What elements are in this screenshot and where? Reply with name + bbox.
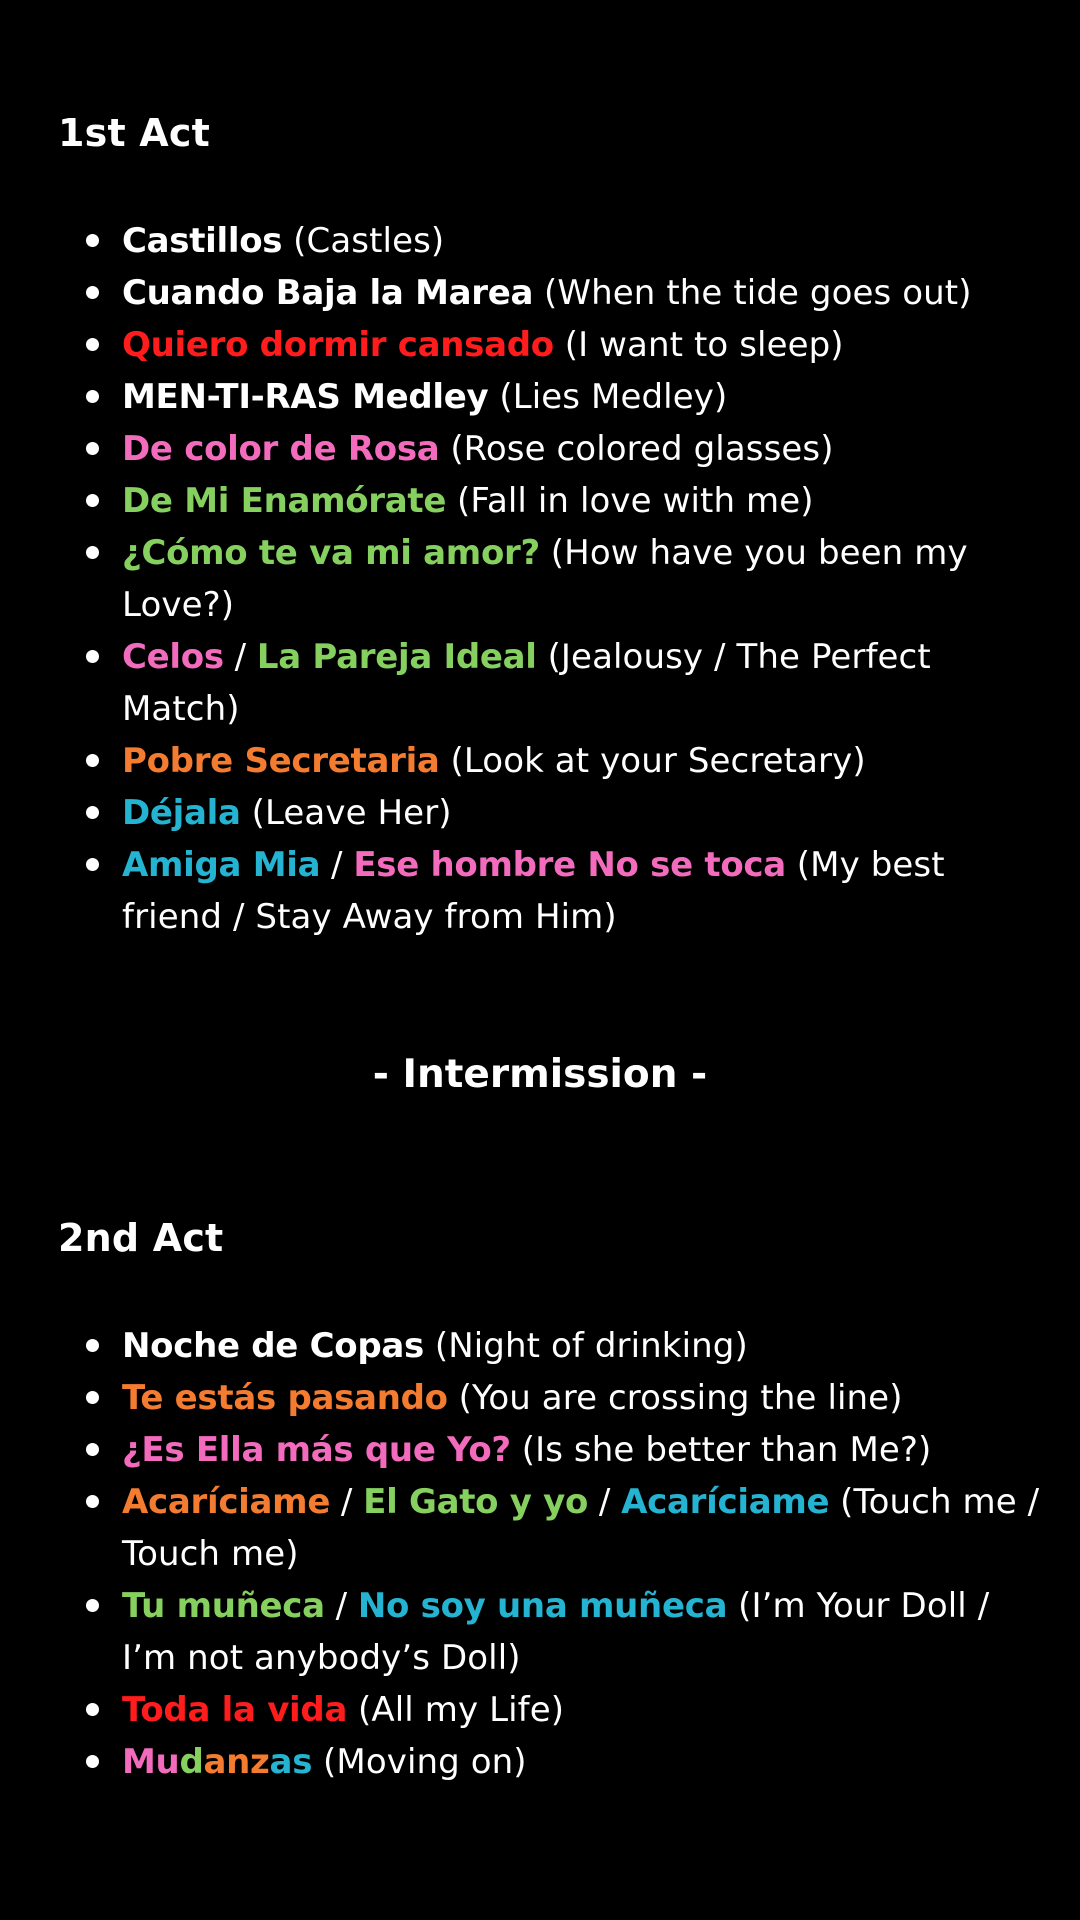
- intermission-label: - Intermission -: [372, 1052, 708, 1097]
- song-title: Castillos: [122, 221, 283, 261]
- song-title-part: d: [179, 1742, 204, 1782]
- bullet: [86, 1495, 99, 1508]
- song-item: [122, 1424, 1042, 1476]
- bullet: [86, 1339, 99, 1352]
- bullet: [86, 338, 99, 351]
- song-title: La Pareja Ideal: [256, 637, 537, 677]
- song-item: [122, 319, 1042, 371]
- song-title: De Mi Enamórate: [122, 481, 447, 521]
- bullet: [86, 286, 99, 299]
- bullet: [86, 1703, 99, 1716]
- act-1-song-list: [122, 215, 1042, 943]
- song-translation: (You are crossing the line): [447, 1378, 903, 1418]
- song-translation: (Leave Her): [240, 793, 452, 833]
- song-title-part: Mu: [122, 1742, 180, 1782]
- song-translation: (How have you been my Love?): [122, 533, 968, 625]
- title-separator: /: [324, 1586, 358, 1626]
- song-title: No soy una muñeca: [357, 1586, 728, 1626]
- title-separator: /: [330, 1482, 364, 1522]
- song-title: Pobre Secretaria: [122, 741, 440, 781]
- song-item: [122, 215, 1042, 267]
- song-title: Amiga Mia: [122, 845, 321, 885]
- song-item: [122, 1736, 1042, 1788]
- song-translation: (I want to sleep): [553, 325, 844, 365]
- song-title: Déjala: [122, 793, 241, 833]
- song-title: Toda la vida: [122, 1690, 348, 1730]
- bullet: [86, 858, 99, 871]
- song-item: [122, 267, 1042, 319]
- song-title: ¿Cómo te va mi amor?: [122, 533, 540, 573]
- song-item: [122, 839, 1042, 943]
- song-item: [122, 787, 1042, 839]
- song-title: Te estás pasando: [122, 1378, 448, 1418]
- act-2-song-list: [122, 1320, 1042, 1788]
- song-item: [122, 1476, 1042, 1580]
- song-translation: (Rose colored glasses): [439, 429, 834, 469]
- song-title: ¿Es Ella más que Yo?: [122, 1430, 511, 1470]
- bullet: [86, 754, 99, 767]
- song-title: MEN-TI-RAS Medley: [122, 377, 489, 417]
- song-title: De color de Rosa: [122, 429, 440, 469]
- song-item: [122, 423, 1042, 475]
- title-separator: /: [223, 637, 257, 677]
- song-title-part: anz: [203, 1742, 270, 1782]
- title-separator: /: [588, 1482, 622, 1522]
- bullet: [86, 806, 99, 819]
- song-title: Noche de Copas: [122, 1326, 424, 1366]
- bullet: [86, 1391, 99, 1404]
- song-title: Celos: [122, 637, 224, 677]
- act-2-heading: 2nd Act: [58, 1216, 224, 1260]
- song-item: [122, 371, 1042, 423]
- song-translation: (Night of drinking): [423, 1326, 748, 1366]
- song-title: Acaríciame: [621, 1482, 830, 1522]
- song-translation: (Lies Medley): [488, 377, 728, 417]
- song-translation: (All my Life): [347, 1690, 565, 1730]
- song-title: Tu muñeca: [122, 1586, 325, 1626]
- song-translation: (Look at your Secretary): [439, 741, 866, 781]
- bullet: [86, 1755, 99, 1768]
- song-translation: (My best friend / Stay Away from Him): [122, 845, 945, 937]
- title-separator: /: [320, 845, 354, 885]
- song-translation: (Touch me / Touch me): [122, 1482, 1040, 1574]
- song-translation: (I’m Your Doll / I’m not anybody’s Doll): [122, 1586, 990, 1678]
- song-title: El Gato y yo: [363, 1482, 589, 1522]
- bullet: [86, 546, 99, 559]
- song-item: [122, 1372, 1042, 1424]
- song-translation: (Fall in love with me): [446, 481, 814, 521]
- song-translation: (Moving on): [312, 1742, 527, 1782]
- song-translation: (When the tide goes out): [533, 273, 972, 313]
- song-title: Acaríciame: [122, 1482, 331, 1522]
- song-translation: (Jealousy / The Perfect Match): [122, 637, 931, 729]
- song-translation: (Castles): [282, 221, 445, 261]
- bullet: [86, 390, 99, 403]
- song-title: Ese hombre No se toca: [353, 845, 786, 885]
- bullet: [86, 234, 99, 247]
- bullet: [86, 494, 99, 507]
- song-item: [122, 1580, 1042, 1684]
- song-title: Cuando Baja la Marea: [122, 273, 534, 313]
- bullet: [86, 650, 99, 663]
- song-title: Quiero dormir cansado: [122, 325, 554, 365]
- song-translation: (Is she better than Me?): [510, 1430, 932, 1470]
- song-item: [122, 1320, 1042, 1372]
- act-1-heading: 1st Act: [58, 111, 210, 155]
- bullet: [86, 1599, 99, 1612]
- song-item: [122, 631, 1042, 735]
- song-item: [122, 735, 1042, 787]
- bullet: [86, 442, 99, 455]
- song-item: [122, 475, 1042, 527]
- bullet: [86, 1443, 99, 1456]
- song-title-part: as: [269, 1742, 313, 1782]
- song-item: [122, 1684, 1042, 1736]
- song-item: [122, 527, 1042, 631]
